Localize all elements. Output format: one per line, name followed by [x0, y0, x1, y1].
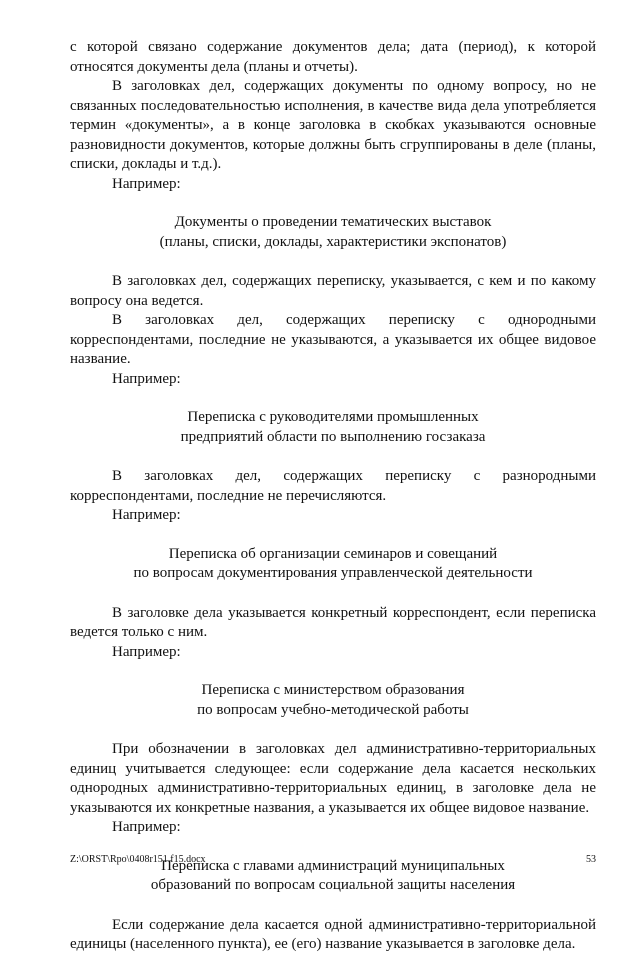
page-number: 53 — [586, 854, 596, 865]
file-path: Z:\ORST\Rpo\0408r151.f15.docx — [70, 854, 206, 865]
example-heading: Документы о проведении тематических выставок (планы, списки, доклады, характеристики экспонатов) — [159, 214, 507, 250]
example-heading: Переписка об организации семинаров и совещаний по вопросам документирования управленческой деятельности — [133, 545, 533, 581]
paragraph: с которой связано содержание документов дела; дата (период), к которой относятся документы дела (планы и отчеты). — [70, 39, 596, 75]
example-label: Например: — [112, 643, 181, 660]
page-body — [70, 38, 596, 955]
example-label: Например: — [112, 175, 181, 192]
example-heading: Переписка с министерством образования по вопросам учебно-методической работы — [197, 682, 469, 718]
paragraph: В заголовках дел, содержащих документы по одному вопросу, но не связанных последовательностью исполнения, в качестве вида дела употребляется термин «документы», а в конце заголовка в скобках указываются основные разновидности документов, которые должны быть сгруппированы в деле (планы, списки, доклады и т.д.). — [70, 78, 596, 172]
paragraph: В заголовках дел, содержащих переписку, указывается, с кем и по какому вопросу она ведется. — [70, 273, 596, 309]
example-label: Например: — [112, 819, 181, 835]
paragraph: В заголовках дел, содержащих переписку с разнородными корреспондентами, последние не перечисляются. — [70, 468, 596, 504]
example-heading: Переписка с руководителями промышленных предприятий области по выполнению госзаказа — [180, 409, 486, 445]
paragraph: При обозначении в заголовках дел административно-территориальных единиц учитывается следующее: если содержание дела касается нескольких однородных административно-территориальных единиц, в заголовке дела не указываются их конкретные названия, а указывается их общее видовое название. — [70, 741, 596, 816]
example-heading: Переписка с главами администраций муниципальных образований по вопросам социальной защиты населения — [150, 857, 516, 893]
paragraph: В заголовке дела указывается конкретный корреспондент, если переписка ведется только с ним. — [70, 604, 596, 640]
paragraph: В заголовках дел, содержащих переписку с однородными корреспондентами, последние не указываются, а указывается их общее видовое название. — [70, 312, 596, 367]
example-label: Например: — [112, 507, 181, 523]
example-label: Например: — [112, 370, 181, 387]
paragraph: Если содержание дела касается одной административно-территориальной единицы (населенного пункта), ее (его) название указывается в заголовке дела. — [70, 916, 596, 952]
page-footer — [70, 854, 596, 865]
